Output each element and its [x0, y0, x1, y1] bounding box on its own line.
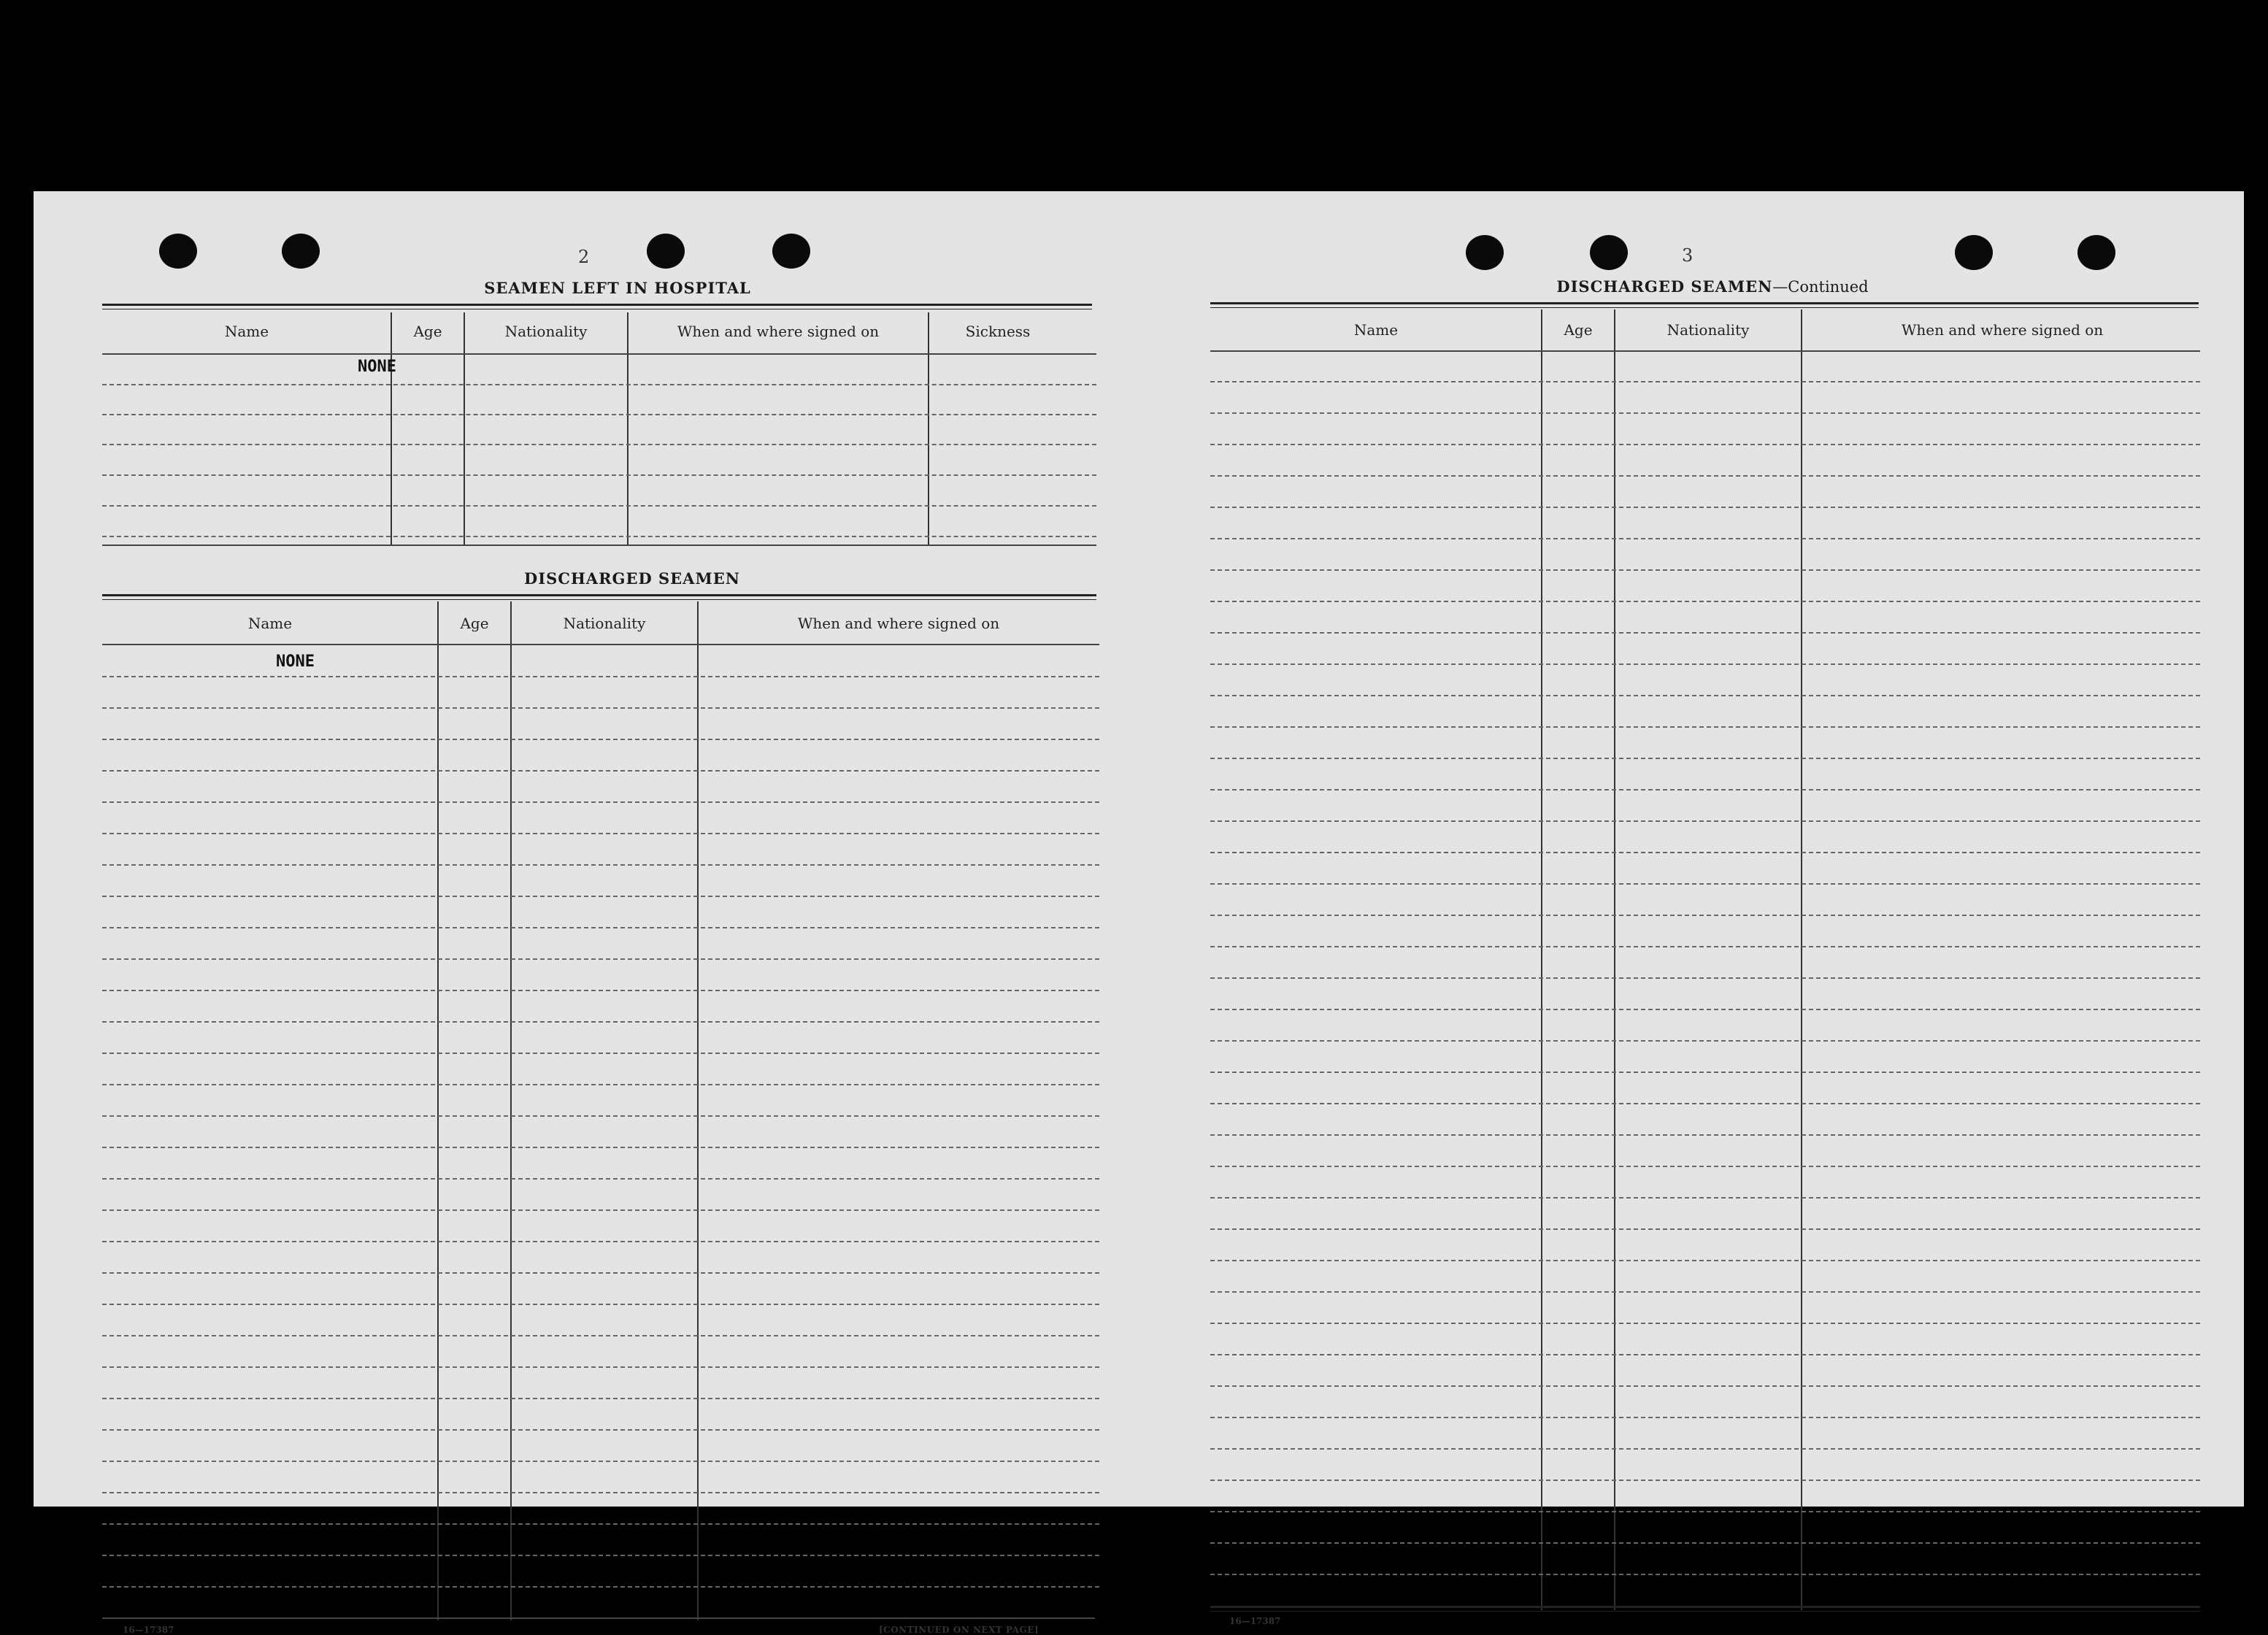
row-line: [1210, 915, 2200, 916]
row-line: [1210, 1228, 2200, 1230]
row-line: [1210, 1009, 2200, 1010]
column-divider: [437, 601, 439, 1620]
row-line: [102, 990, 1099, 991]
row-line: [102, 1586, 1099, 1588]
row-line: [1210, 1072, 2200, 1073]
row-line: [1210, 569, 2200, 571]
row-line: [1210, 758, 2200, 759]
row-line: [102, 1335, 1099, 1336]
rule: [1210, 302, 2199, 308]
row-line: [1210, 1197, 2200, 1199]
col-header-signed-on: When and where signed on: [677, 323, 880, 340]
col-header-age: Age: [413, 323, 442, 340]
hospital-entry: NONE: [358, 358, 396, 376]
rule: [102, 594, 1096, 600]
discharged-continued-title: [1457, 277, 1968, 296]
row-line: [1210, 883, 2200, 885]
column-divider: [627, 312, 628, 545]
punch-hole: [1466, 235, 1504, 270]
row-line: [1210, 1134, 2200, 1136]
row-line: [102, 1429, 1099, 1431]
row-line: [102, 536, 1096, 537]
column-divider: [1801, 309, 1802, 1610]
form-code: 16—17387: [1229, 1616, 1281, 1626]
row-line: [102, 707, 1099, 709]
continued-note: [CONTINUED ON NEXT PAGE]: [879, 1625, 1039, 1635]
row-line: [1210, 1103, 2200, 1104]
row-line: [102, 1084, 1099, 1085]
row-line: [102, 1178, 1099, 1180]
header-rule: [102, 644, 1099, 645]
row-line: [1210, 695, 2200, 696]
row-line: [102, 1021, 1099, 1023]
punch-hole: [1590, 235, 1628, 270]
col-header-signed-on: When and where signed on: [797, 615, 1000, 632]
col-header-nationality: Nationality: [1667, 321, 1750, 339]
row-line: [1210, 946, 2200, 947]
column-divider: [1614, 309, 1615, 1610]
row-line: [102, 414, 1096, 415]
row-line: [1210, 1323, 2200, 1324]
table-bottom-rule: [1210, 1606, 2200, 1612]
row-line: [1210, 1574, 2200, 1575]
row-line: [1210, 852, 2200, 853]
col-header-name: Name: [224, 323, 269, 340]
row-line: [1210, 1354, 2200, 1355]
row-line: [1210, 820, 2200, 822]
row-line: [102, 1053, 1099, 1054]
discharged-section-title: DISCHARGED SEAMEN: [524, 569, 740, 588]
row-line: [102, 896, 1099, 897]
row-line: [102, 1147, 1099, 1148]
column-divider: [510, 601, 512, 1620]
row-line: [102, 1209, 1099, 1211]
punch-hole: [2077, 235, 2115, 270]
row-line: [1210, 1542, 2200, 1544]
row-line: [1210, 726, 2200, 728]
title-text: DISCHARGED SEAMEN: [1556, 277, 1773, 296]
form-code: 16—17387: [123, 1625, 174, 1635]
punch-hole: [159, 234, 197, 269]
row-line: [102, 833, 1099, 834]
row-line: [102, 1272, 1099, 1274]
page-number: 2: [578, 247, 590, 267]
table-bottom-rule: [102, 1617, 1095, 1619]
row-line: [102, 1304, 1099, 1305]
hospital-section-title: SEAMEN LEFT IN HOSPITAL: [484, 279, 751, 297]
row-line: [102, 801, 1099, 803]
table-bottom-rule: [102, 545, 1096, 546]
row-line: [102, 1523, 1099, 1525]
row-line: [1210, 1385, 2200, 1387]
row-line: [1210, 1448, 2200, 1450]
row-line: [1210, 1040, 2200, 1042]
row-line: [1210, 1417, 2200, 1418]
col-header-age: Age: [460, 615, 489, 632]
column-divider: [928, 312, 929, 545]
row-line: [1210, 1511, 2200, 1512]
row-line: [102, 384, 1096, 385]
row-line: [102, 1492, 1099, 1493]
row-line: [102, 444, 1096, 445]
punch-hole: [772, 234, 810, 269]
col-header-nationality: Nationality: [504, 323, 588, 340]
row-line: [102, 1555, 1099, 1556]
column-divider: [464, 312, 465, 545]
row-line: [1210, 977, 2200, 979]
row-line: [1210, 444, 2200, 445]
row-line: [1210, 1260, 2200, 1261]
title-suffix: —Continued: [1772, 278, 1869, 296]
row-line: [1210, 1480, 2200, 1481]
row-line: [1210, 663, 2200, 665]
row-line: [102, 958, 1099, 960]
column-divider: [1541, 309, 1542, 1610]
row-line: [102, 927, 1099, 928]
rule: [102, 304, 1092, 309]
row-line: [1210, 789, 2200, 790]
row-line: [102, 770, 1099, 772]
column-divider: [697, 601, 699, 1620]
row-line: [102, 739, 1099, 740]
punch-hole: [647, 234, 685, 269]
col-header-name: Name: [1353, 321, 1399, 339]
col-header-signed-on: When and where signed on: [1901, 321, 2104, 339]
row-line: [1210, 412, 2200, 414]
row-line: [102, 1398, 1099, 1399]
row-line: [1210, 1291, 2200, 1293]
row-line: [102, 676, 1099, 677]
punch-hole: [1955, 235, 1993, 270]
row-line: [1210, 507, 2200, 508]
row-line: [102, 1461, 1099, 1462]
header-rule: [102, 353, 1096, 355]
punch-hole: [282, 234, 320, 269]
col-header-sickness: Sickness: [965, 323, 1031, 340]
row-line: [102, 1366, 1099, 1368]
row-line: [1210, 538, 2200, 539]
row-line: [1210, 632, 2200, 634]
row-line: [1210, 601, 2200, 602]
column-divider: [391, 312, 392, 545]
header-rule: [1210, 350, 2200, 352]
row-line: [102, 1115, 1099, 1117]
row-line: [102, 474, 1096, 476]
col-header-age: Age: [1564, 321, 1593, 339]
page-number: 3: [1682, 245, 1694, 266]
row-line: [102, 505, 1096, 507]
row-line: [1210, 1166, 2200, 1167]
col-header-nationality: Nationality: [563, 615, 646, 632]
row-line: [1210, 381, 2200, 382]
discharged-entry: NONE: [276, 653, 315, 671]
row-line: [102, 864, 1099, 866]
manifest-sheet: [34, 191, 2244, 1635]
row-line: [1210, 475, 2200, 477]
col-header-name: Name: [247, 615, 293, 632]
row-line: [102, 1241, 1099, 1242]
